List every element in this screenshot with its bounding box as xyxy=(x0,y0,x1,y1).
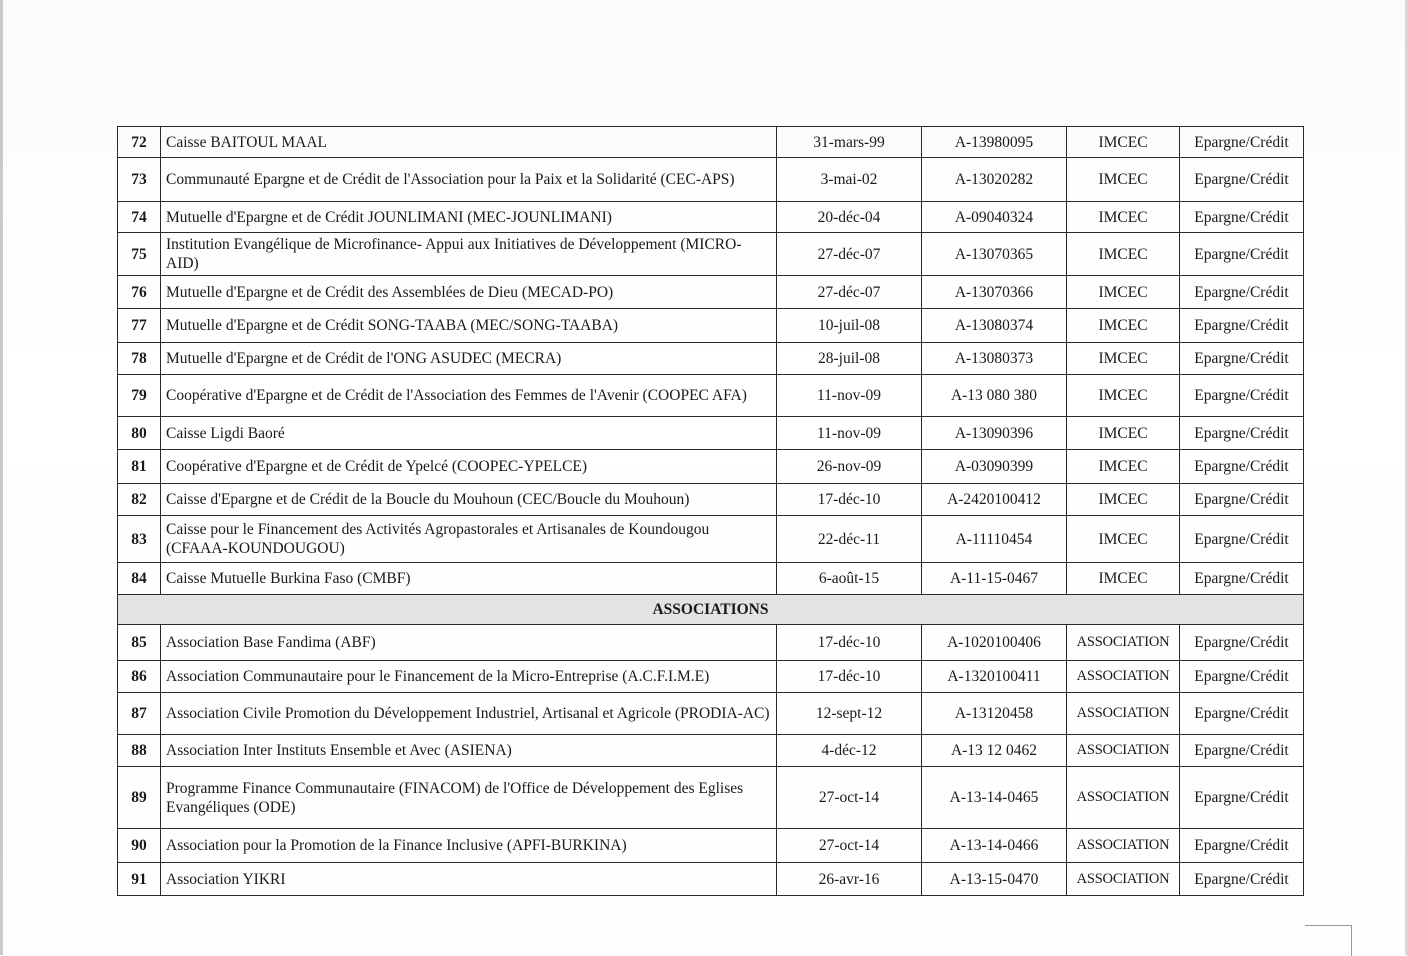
table-row xyxy=(118,417,1304,450)
institution-category: IMCEC xyxy=(1067,417,1180,450)
approval-date: 12-sept-12 xyxy=(777,693,922,735)
institution-category: IMCEC xyxy=(1067,233,1180,276)
activity-type: Epargne/Crédit xyxy=(1180,863,1304,896)
activity-type: Epargne/Crédit xyxy=(1180,202,1304,233)
table-row xyxy=(118,767,1304,829)
row-number: 86 xyxy=(118,661,161,693)
approval-reference: A-13080374 xyxy=(922,309,1067,343)
activity-type: Epargne/Crédit xyxy=(1180,309,1304,343)
activity-type: Epargne/Crédit xyxy=(1180,735,1304,767)
row-number: 91 xyxy=(118,863,161,896)
institution-name: Mutuelle d'Epargne et de Crédit SONG-TAABA (MEC/SONG-TAABA) xyxy=(161,309,777,343)
table-row xyxy=(118,127,1304,158)
table-row xyxy=(118,484,1304,516)
table-row xyxy=(118,563,1304,595)
row-number: 89 xyxy=(118,767,161,829)
approval-reference: A-13 080 380 xyxy=(922,375,1067,417)
institution-name: Caisse BAITOUL MAAL xyxy=(161,127,777,158)
institution-category: ASSOCIATION xyxy=(1067,829,1180,863)
approval-reference: A-13070366 xyxy=(922,276,1067,309)
approval-date: 31-mars-99 xyxy=(777,127,922,158)
institution-category: IMCEC xyxy=(1067,563,1180,595)
institution-category: ASSOCIATION xyxy=(1067,863,1180,896)
institution-category: IMCEC xyxy=(1067,202,1180,233)
institution-name: Caisse Mutuelle Burkina Faso (CMBF) xyxy=(161,563,777,595)
row-number: 81 xyxy=(118,450,161,484)
table-row xyxy=(118,450,1304,484)
table-row xyxy=(118,375,1304,417)
activity-type: Epargne/Crédit xyxy=(1180,450,1304,484)
approval-date: 11-nov-09 xyxy=(777,375,922,417)
row-number: 78 xyxy=(118,343,161,375)
activity-type: Epargne/Crédit xyxy=(1180,375,1304,417)
section-title: ASSOCIATIONS xyxy=(118,595,1304,625)
table-row xyxy=(118,516,1304,563)
table-row xyxy=(118,158,1304,202)
approval-date: 6-août-15 xyxy=(777,563,922,595)
institution-category: IMCEC xyxy=(1067,276,1180,309)
institution-name: Coopérative d'Epargne et de Crédit de Ypelcé (COOPEC-YPELCE) xyxy=(161,450,777,484)
approval-date: 10-juil-08 xyxy=(777,309,922,343)
row-number: 87 xyxy=(118,693,161,735)
row-number: 73 xyxy=(118,158,161,202)
row-number: 84 xyxy=(118,563,161,595)
row-number: 77 xyxy=(118,309,161,343)
institution-name: Caisse pour le Financement des Activités Agropastorales et Artisanales de Koundougou (CFAAA-KOUNDOUGOU) xyxy=(161,516,777,563)
row-number: 76 xyxy=(118,276,161,309)
institution-category: IMCEC xyxy=(1067,484,1180,516)
activity-type: Epargne/Crédit xyxy=(1180,484,1304,516)
activity-type: Epargne/Crédit xyxy=(1180,127,1304,158)
institution-category: IMCEC xyxy=(1067,343,1180,375)
institution-name: Association Inter Instituts Ensemble et Avec (ASIENA) xyxy=(161,735,777,767)
approval-date: 17-déc-10 xyxy=(777,661,922,693)
institution-name: Coopérative d'Epargne et de Crédit de l'Association des Femmes de l'Avenir (COOPEC AFA) xyxy=(161,375,777,417)
approval-date: 27-déc-07 xyxy=(777,233,922,276)
row-number: 88 xyxy=(118,735,161,767)
row-number: 82 xyxy=(118,484,161,516)
activity-type: Epargne/Crédit xyxy=(1180,417,1304,450)
institution-name: Programme Finance Communautaire (FINACOM) de l'Office de Développement des Eglises Evangéliques (ODE) xyxy=(161,767,777,829)
activity-type: Epargne/Crédit xyxy=(1180,276,1304,309)
institution-category: IMCEC xyxy=(1067,127,1180,158)
activity-type: Epargne/Crédit xyxy=(1180,693,1304,735)
institution-name: Association Civile Promotion du Développement Industriel, Artisanal et Agricole (PRODIA-AC) xyxy=(161,693,777,735)
approval-date: 3-mai-02 xyxy=(777,158,922,202)
approval-reference: A-1020100406 xyxy=(922,625,1067,661)
institution-name: Mutuelle d'Epargne et de Crédit de l'ONG ASUDEC (MECRA) xyxy=(161,343,777,375)
row-number: 83 xyxy=(118,516,161,563)
institution-name: Caisse Ligdi Baoré xyxy=(161,417,777,450)
table-row xyxy=(118,343,1304,375)
table-row xyxy=(118,735,1304,767)
institution-category: IMCEC xyxy=(1067,158,1180,202)
activity-type: Epargne/Crédit xyxy=(1180,516,1304,563)
activity-type: Epargne/Crédit xyxy=(1180,563,1304,595)
approval-reference: A-13080373 xyxy=(922,343,1067,375)
institutions-table-body xyxy=(118,127,1304,896)
activity-type: Epargne/Crédit xyxy=(1180,343,1304,375)
approval-date: 26-avr-16 xyxy=(777,863,922,896)
institution-category: ASSOCIATION xyxy=(1067,735,1180,767)
institution-name: Association YIKRI xyxy=(161,863,777,896)
row-number: 80 xyxy=(118,417,161,450)
table-row xyxy=(118,863,1304,896)
row-number: 75 xyxy=(118,233,161,276)
activity-type: Epargne/Crédit xyxy=(1180,767,1304,829)
activity-type: Epargne/Crédit xyxy=(1180,829,1304,863)
activity-type: Epargne/Crédit xyxy=(1180,625,1304,661)
row-number: 74 xyxy=(118,202,161,233)
institution-name: Association Base Fandima (ABF) xyxy=(161,625,777,661)
approval-reference: A-13-14-0466 xyxy=(922,829,1067,863)
institution-category: ASSOCIATION xyxy=(1067,767,1180,829)
table-row xyxy=(118,661,1304,693)
table-row xyxy=(118,625,1304,661)
approval-reference: A-11-15-0467 xyxy=(922,563,1067,595)
approval-reference: A-13-15-0470 xyxy=(922,863,1067,896)
approval-reference: A-09040324 xyxy=(922,202,1067,233)
activity-type: Epargne/Crédit xyxy=(1180,158,1304,202)
row-number: 90 xyxy=(118,829,161,863)
approval-reference: A-1320100411 xyxy=(922,661,1067,693)
institution-category: IMCEC xyxy=(1067,309,1180,343)
approval-date: 28-juil-08 xyxy=(777,343,922,375)
institution-category: IMCEC xyxy=(1067,450,1180,484)
approval-reference: A-03090399 xyxy=(922,450,1067,484)
approval-date: 17-déc-10 xyxy=(777,625,922,661)
institution-category: ASSOCIATION xyxy=(1067,625,1180,661)
approval-date: 26-nov-09 xyxy=(777,450,922,484)
table-row xyxy=(118,693,1304,735)
page-corner-mark xyxy=(1305,925,1352,956)
row-number: 79 xyxy=(118,375,161,417)
approval-reference: A-13070365 xyxy=(922,233,1067,276)
table-row xyxy=(118,233,1304,276)
approval-date: 27-déc-07 xyxy=(777,276,922,309)
institution-name: Communauté Epargne et de Crédit de l'Association pour la Paix et la Solidarité (CEC-APS) xyxy=(161,158,777,202)
institution-name: Mutuelle d'Epargne et de Crédit des Assemblées de Dieu (MECAD-PO) xyxy=(161,276,777,309)
table-row xyxy=(118,202,1304,233)
approval-reference: A-13980095 xyxy=(922,127,1067,158)
approval-date: 27-oct-14 xyxy=(777,829,922,863)
table-row xyxy=(118,276,1304,309)
approval-date: 17-déc-10 xyxy=(777,484,922,516)
section-header-row xyxy=(118,595,1304,625)
approval-reference: A-13120458 xyxy=(922,693,1067,735)
approval-date: 4-déc-12 xyxy=(777,735,922,767)
approval-date: 11-nov-09 xyxy=(777,417,922,450)
approval-date: 27-oct-14 xyxy=(777,767,922,829)
institution-name: Association Communautaire pour le Financement de la Micro-Entreprise (A.C.F.I.M.E) xyxy=(161,661,777,693)
page-edge-left xyxy=(0,0,3,955)
institution-name: Caisse d'Epargne et de Crédit de la Boucle du Mouhoun (CEC/Boucle du Mouhoun) xyxy=(161,484,777,516)
approval-reference: A-13090396 xyxy=(922,417,1067,450)
institution-name: Institution Evangélique de Microfinance- Appui aux Initiatives de Développement (MICRO-AID) xyxy=(161,233,777,276)
institution-category: ASSOCIATION xyxy=(1067,661,1180,693)
approval-reference: A-11110454 xyxy=(922,516,1067,563)
institutions-table xyxy=(117,126,1304,896)
approval-date: 20-déc-04 xyxy=(777,202,922,233)
approval-reference: A-13020282 xyxy=(922,158,1067,202)
approval-reference: A-2420100412 xyxy=(922,484,1067,516)
activity-type: Epargne/Crédit xyxy=(1180,233,1304,276)
row-number: 85 xyxy=(118,625,161,661)
approval-reference: A-13-14-0465 xyxy=(922,767,1067,829)
row-number: 72 xyxy=(118,127,161,158)
institution-name: Association pour la Promotion de la Finance Inclusive (APFI-BURKINA) xyxy=(161,829,777,863)
table-row xyxy=(118,309,1304,343)
table-row xyxy=(118,829,1304,863)
approval-reference: A-13 12 0462 xyxy=(922,735,1067,767)
institution-name: Mutuelle d'Epargne et de Crédit JOUNLIMANI (MEC-JOUNLIMANI) xyxy=(161,202,777,233)
institution-category: ASSOCIATION xyxy=(1067,693,1180,735)
approval-date: 22-déc-11 xyxy=(777,516,922,563)
activity-type: Epargne/Crédit xyxy=(1180,661,1304,693)
institution-category: IMCEC xyxy=(1067,375,1180,417)
institution-category: IMCEC xyxy=(1067,516,1180,563)
